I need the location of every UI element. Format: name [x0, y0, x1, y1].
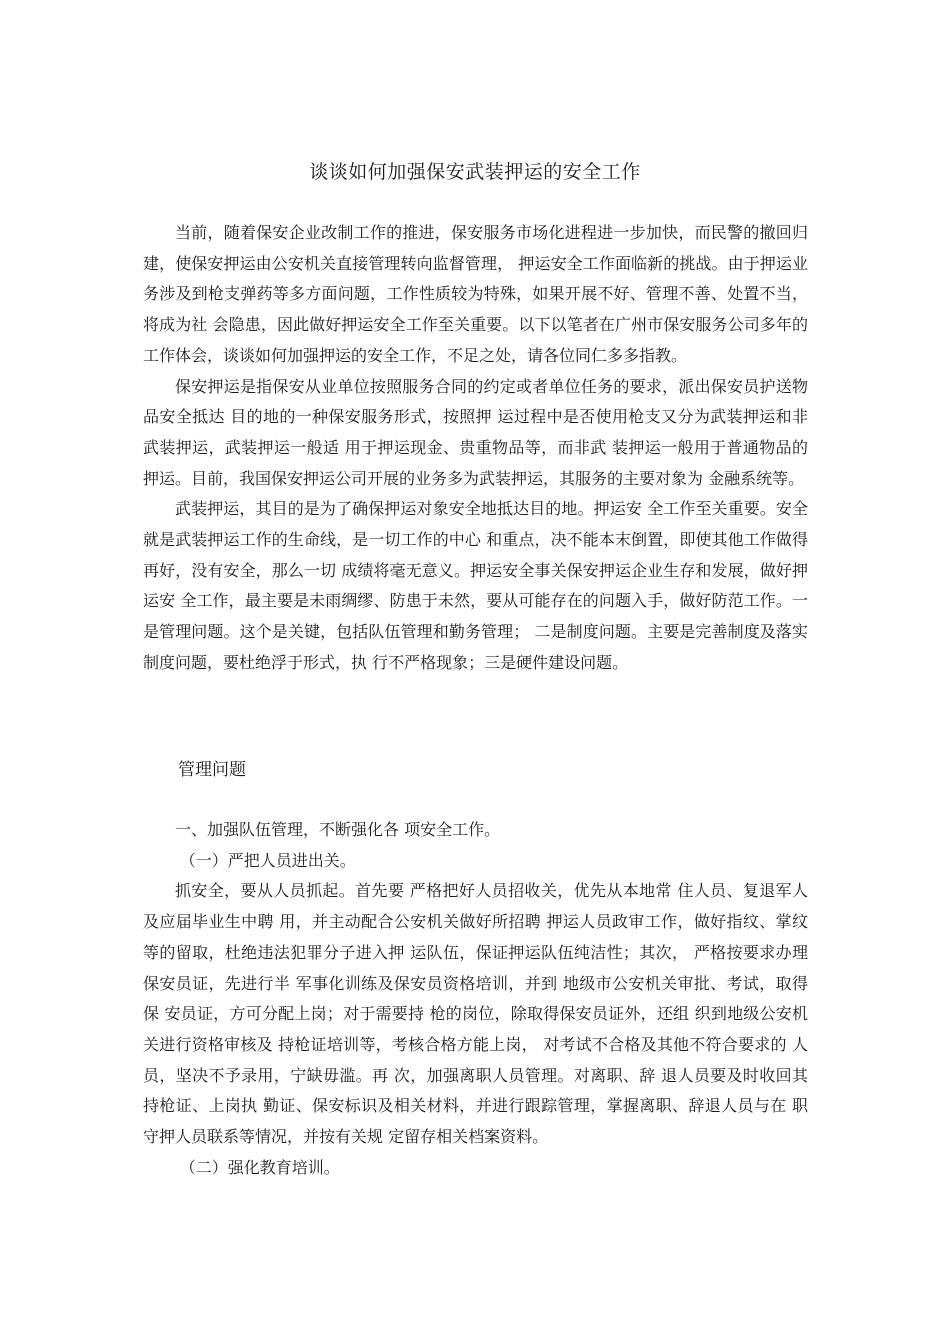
paragraph: 武装押运，其目的是为了确保押运对象安全地抵达目的地。押运安 全工作至关重要。安全就是武装押运工作的生命线，是一切工作的中心 和重点，决不能本末倒置，即使其他工作做得再好，没有安全，那么一切 成绩将毫无意义。押运安全事关保安押运企业生存和发展，做好押运安 全工作，最主要是未雨绸缪、防患于未然，要从可能存在的问题入手，做好防范工作。一是管理问题。这个是关键，包括队伍管理和勤务管理； 二是制度问题。主要是完善制度及落实制度问题，要杜绝浮于形式，执 行不严格现象；三是硬件建设问题。 [143, 499, 808, 672]
subsection-item-heading: （二）强化教育培训。 [179, 1157, 340, 1177]
intro-section [143, 218, 808, 679]
subsection-heading: 一、加强队伍管理，不断强化各 项安全工作。 [175, 820, 501, 839]
section-heading: 管理问题 [178, 760, 246, 780]
paragraph: 当前，随着保安企业改制工作的推进，保安服务市场化进程进一步加快，而民警的撤回归建，使保安押运由公安机关直接管理转向监督管理， 押运安全工作面临新的挑战。由于押运业务涉及到枪支弹药等多方面问题，工作性质较为特殊，如果开展不好、管理不善、处置不当，将成为社 会隐患，因此做好押运安全工作至关重要。以下以笔者在广州市保安服务公司多年的工作体会，谈谈如何加强押运的安全工作，不足之处，请各位同仁多多指教。 [143, 223, 808, 365]
subsection-item-heading: （一）严把人员进出关。 [179, 850, 356, 870]
paragraph: 抓安全，要从人员抓起。首先要 严格把好人员招收关，优先从本地常 住人员、复退军人及应届毕业生中聘 用，并主动配合公安机关做好所招聘 押运人员政审工作，做好指纹、掌纹 等的留取，杜绝违法犯罪分子进入押 运队伍，保证押运队伍纯洁性；其次， 严格按要求办理保安员证，先进行半 军事化训练及保安员资格培训，并到 地级市公安机关审批、考试，取得保 安员证，方可分配上岗；对于需要持 枪的岗位，除取得保安员证外，还组 织到地级公安机关进行资格审核及 持枪证培训等，考核合格方能上岗， 对考试不合格及其他不符合要求的 人员，坚决不予录用，宁缺毋滥。再 次，加强离职人员管理。对离职、辞 退人员要及时收回其持枪证、上岗执 勤证、保安标识及相关材料，并进行跟踪管理，掌握离职、辞退人员与在 职守押人员联系等情况，并按有关规 定留存相关档案资料。 [143, 881, 808, 1147]
document-title: 谈谈如何加强保安武装押运的安全工作 [309, 161, 641, 183]
paragraph: 保安押运是指保安从业单位按照服务合同的约定或者单位任务的要求，派出保安员护送物品安全抵达 目的地的一种保安服务形式，按照押 运过程中是否使用枪支又分为武装押运和非武装押运，武装押运一般适 用于押运现金、贵重物品等，而非武 装押运一般用于普通物品的押运。目前，我国保安押运公司开展的业务多为武装押运，其服务的主要对象为 金融系统等。 [143, 376, 808, 488]
management-section [143, 815, 808, 1183]
